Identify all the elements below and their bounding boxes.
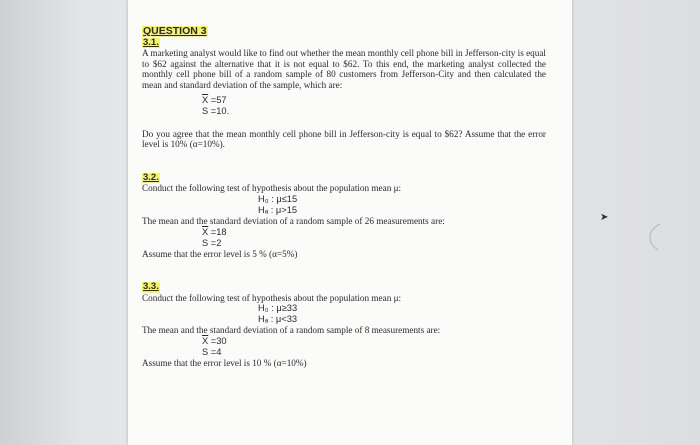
sample-sd-end: .: [226, 105, 230, 116]
section-label-3-3: 3.3.: [143, 281, 159, 293]
document-page: [128, 0, 572, 445]
sample-sd: S =2: [202, 237, 222, 248]
null-hypothesis: H₀ : μ≥33: [258, 303, 298, 314]
alternative-hypothesis: Hₐ : μ>15: [258, 204, 298, 215]
section-3-3-intro: Conduct the following test of hypothesis about the population mean μ:: [142, 292, 402, 303]
section-3-1-paragraph: A marketing analyst would like to find out whether the mean monthly cell phone bill in Jefferson-city is equal to $62 against the alternative that it is not equal to $62. To this end, the marketing analyst collected the monthly cell phone bill of a random sample of 80 customers from Jefferson-City and then calculated the mean and standard deviation of the sample, which are:: [142, 48, 546, 90]
section-3-2-hypotheses: [258, 194, 546, 216]
section-3-2-sample-text: The mean and the standard deviation of a random sample of 26 measurements are:: [142, 215, 445, 226]
question-title: QUESTION 3: [143, 25, 207, 37]
section-3-1-question: Do you agree that the mean monthly cell phone bill in Jefferson-city is equal to $62? Assume that the error level is 10% (α=10%).: [142, 128, 546, 150]
section-label-3-2: 3.2.: [143, 171, 159, 183]
sample-mean-value: =30: [210, 335, 227, 346]
question-content: [142, 26, 546, 369]
sample-sd: S =4: [202, 346, 222, 357]
section-3-3-hypotheses: [258, 303, 546, 325]
section-label-3-1: 3.1.: [143, 36, 159, 48]
section-3-3-assumption: Assume that the error level is 10 % (α=10%): [142, 357, 307, 368]
null-hypothesis: H₀ : μ≤15: [258, 193, 298, 204]
scroll-curve-icon: [640, 222, 664, 252]
section-3-1-sample-stats: [202, 95, 546, 117]
sample-mean-symbol: $\overline{X}$: [202, 335, 209, 346]
section-3-3-sample-stats: [202, 336, 546, 358]
sample-mean-symbol: $\overline{X}$: [202, 94, 209, 105]
section-3-2-intro: Conduct the following test of hypothesis about the population mean μ:: [142, 183, 402, 194]
alternative-hypothesis: Hₐ : μ<33: [258, 314, 298, 325]
sample-mean-symbol: $\overline{X}$: [202, 226, 209, 237]
sample-mean-value: =18: [210, 226, 227, 237]
pointer-arrow-icon: ➤: [600, 212, 609, 223]
sample-mean-value: =57: [210, 94, 227, 105]
section-3-3-sample-text: The mean and the standard deviation of a random sample of 8 measurements are:: [142, 325, 441, 336]
sample-sd: S =10: [202, 105, 227, 116]
section-3-2-sample-stats: [202, 227, 546, 249]
section-3-2-assumption: Assume that the error level is 5 % (α=5%): [142, 248, 298, 259]
